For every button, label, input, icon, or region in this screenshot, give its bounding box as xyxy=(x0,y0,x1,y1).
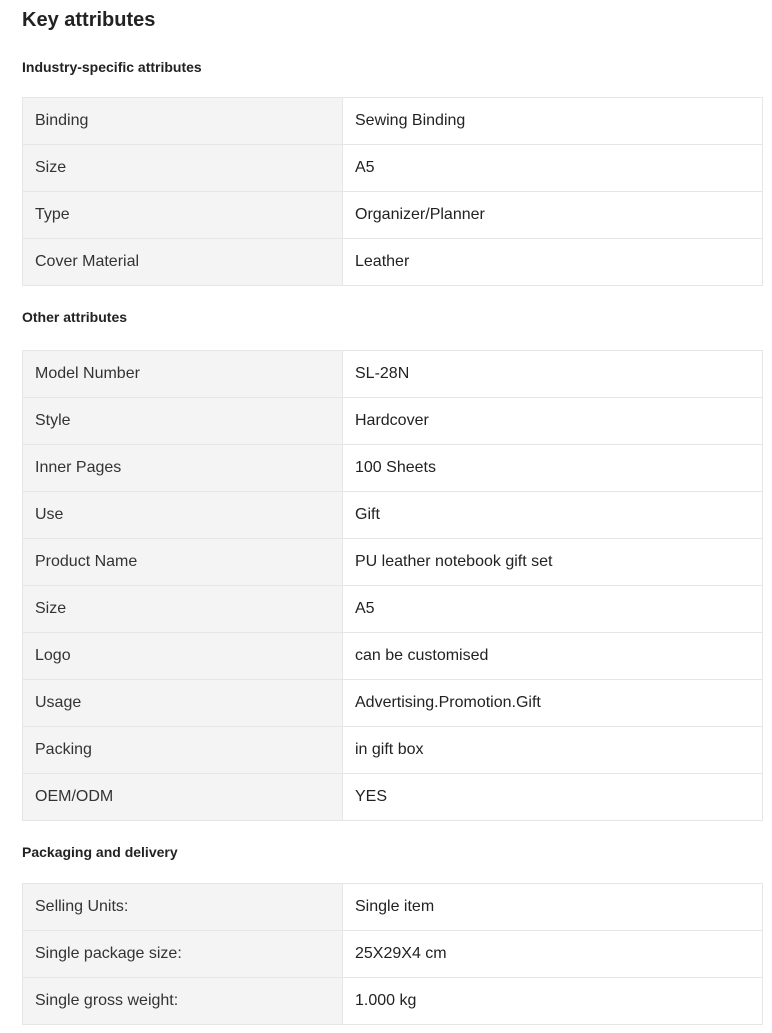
attribute-key: Product Name xyxy=(23,539,343,586)
table-row xyxy=(23,978,763,1025)
attribute-key: Single gross weight: xyxy=(23,978,343,1025)
attribute-key: Single package size: xyxy=(23,931,343,978)
section-heading-industry-specific: Industry-specific attributes xyxy=(22,59,202,75)
attribute-key: Inner Pages xyxy=(23,445,343,492)
attribute-value: Gift xyxy=(343,492,763,539)
attribute-value: PU leather notebook gift set xyxy=(343,539,763,586)
table-row xyxy=(23,586,763,633)
attribute-key: Model Number xyxy=(23,351,343,398)
industry-attributes-table xyxy=(22,97,763,286)
page-title: Key attributes xyxy=(22,9,156,31)
attribute-value: A5 xyxy=(343,586,763,633)
attribute-key: Type xyxy=(23,192,343,239)
attribute-key: Usage xyxy=(23,680,343,727)
attribute-value: Organizer/Planner xyxy=(343,192,763,239)
attribute-key: Logo xyxy=(23,633,343,680)
table-row xyxy=(23,680,763,727)
attribute-value: Single item xyxy=(343,884,763,931)
attribute-value: 100 Sheets xyxy=(343,445,763,492)
attribute-value: SL-28N xyxy=(343,351,763,398)
attribute-key: Binding xyxy=(23,98,343,145)
attribute-value: Sewing Binding xyxy=(343,98,763,145)
other-attributes-table xyxy=(22,350,763,821)
attribute-value: A5 xyxy=(343,145,763,192)
attribute-key: Style xyxy=(23,398,343,445)
table-row xyxy=(23,492,763,539)
table-row xyxy=(23,931,763,978)
attribute-value: Leather xyxy=(343,239,763,286)
section-heading-packaging-delivery: Packaging and delivery xyxy=(22,844,178,860)
attribute-value: YES xyxy=(343,774,763,821)
packaging-delivery-table xyxy=(22,883,763,1025)
attribute-value: can be customised xyxy=(343,633,763,680)
table-row xyxy=(23,727,763,774)
table-row xyxy=(23,774,763,821)
table-row xyxy=(23,539,763,586)
attribute-key: Selling Units: xyxy=(23,884,343,931)
section-heading-other-attributes: Other attributes xyxy=(22,309,128,325)
attribute-value: in gift box xyxy=(343,727,763,774)
table-row xyxy=(23,633,763,680)
attribute-key: Use xyxy=(23,492,343,539)
attribute-value: Advertising.Promotion.Gift xyxy=(343,680,763,727)
attribute-value: 25X29X4 cm xyxy=(343,931,763,978)
table-row xyxy=(23,445,763,492)
table-row xyxy=(23,192,763,239)
attribute-key: Packing xyxy=(23,727,343,774)
table-row xyxy=(23,98,763,145)
attribute-value: Hardcover xyxy=(343,398,763,445)
attribute-key: OEM/ODM xyxy=(23,774,343,821)
attribute-key: Cover Material xyxy=(23,239,343,286)
attribute-value: 1.000 kg xyxy=(343,978,763,1025)
attribute-key: Size xyxy=(23,145,343,192)
table-row xyxy=(23,145,763,192)
attribute-key: Size xyxy=(23,586,343,633)
table-row xyxy=(23,351,763,398)
table-row xyxy=(23,884,763,931)
table-row xyxy=(23,398,763,445)
table-row xyxy=(23,239,763,286)
